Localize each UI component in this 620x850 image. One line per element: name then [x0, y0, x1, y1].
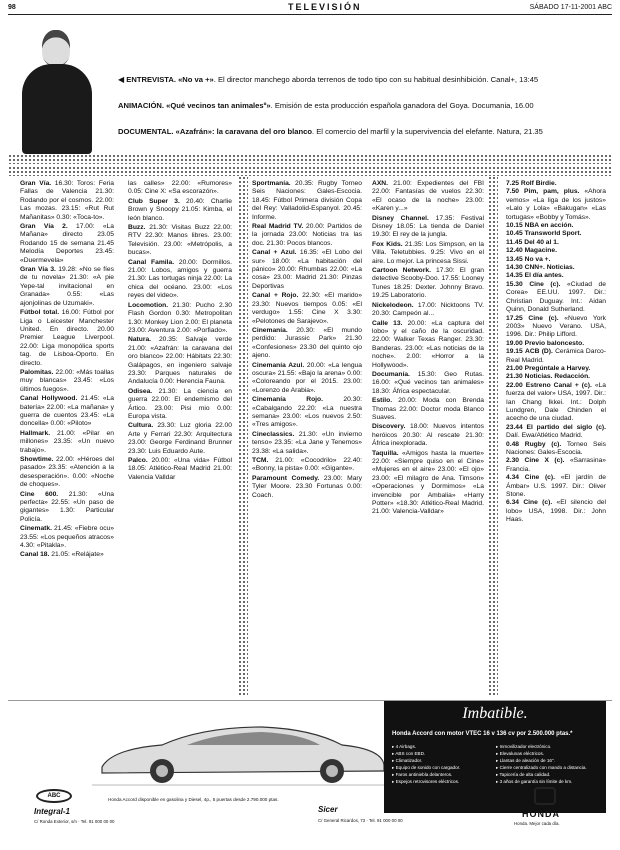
- features-list-left: [392, 743, 460, 785]
- listing-entry: Gran Vía 3. 19.28: «No se fíes de tu novela» 21.30: «A pie Yepe-tal invitacional en Granada» 0.55: «Las ajonjolinas de Uzumaki».: [20, 266, 114, 307]
- dealer-name: Integral-1: [34, 807, 71, 816]
- schedule-item: 19.15 ACB (D). Cerámica Darco-Real Madrid.: [506, 348, 606, 364]
- schedule-item: 4.34 Cine (c). «El jardín de Ámbar» U.S. 1997. Dir.: Oliver Stone.: [506, 474, 606, 499]
- listing-entry: Canal Hollywood. 21.45: «La batería» 22.00: «La mañana» y guerra de cuentos 23.45: «La doncella» 0.00: «Piloto»: [20, 395, 115, 428]
- listing-entry: Discovery. 18.00: Nuevos intentos heróicos 20.30: Al rescate 21.30: África inexplorada.: [372, 423, 484, 448]
- arrow-left-icon: ◀: [118, 75, 125, 84]
- listing-entry: Palco. 20.00: «Una vida» Fútbol 18.05: Atlético-Real Madrid 21.00: Valencia Valldar: [128, 457, 232, 481]
- listing-entry: Cartoon Network. 17.30: El gran detective Scooby-Doo. 17.55: Looney Tunes 18.25: Dexter. Johnny Bravo. 19.25 Laboratorio.: [372, 267, 485, 300]
- feature-item: ▸ Cierre centralizado con mando a distancia.: [496, 764, 587, 771]
- feature-item: ▸ Inmovilizador electrónico.: [496, 743, 587, 750]
- feature-item: ▸ Climatizador.: [392, 757, 460, 764]
- schedule-item: 12.40 Magacine.: [506, 247, 557, 255]
- schedule-item: 17.25 Cine (c). «Nuevo York 2003» Nuevo Verano. USA, 1996. Dir.: Philip Lifford.: [506, 314, 606, 339]
- feature-item: ▸ Llantas de aleación de 16".: [496, 757, 587, 764]
- promo-title: «Qué vecinos tan animalesº»: [166, 101, 271, 110]
- listing-entry: Natura. 20.35: Salvaje verde 21.00: «Azafrán: la caravana del oro blanco» 22.00: Hábitats 22.30: Galápagos, en ingeniero salvaje 23.30: Parques naturales de Andalucía 0.00: Herencia Fauna.: [128, 336, 232, 386]
- promo-kicker: ANIMACIÓN.: [118, 101, 164, 110]
- listing-entry: Documanía. 15.30: Geo Rutas. 16.00: «Qué vecinos tan animales» 18.30: África espectacular.: [372, 370, 484, 395]
- schedule-item: 6.34 Cine (c). «El silencio del lobo» USA, 1998. Dir.: John Haas.: [506, 499, 607, 524]
- interview-photo: [18, 26, 88, 154]
- feature-item: ▸ Faros antiniebla delanteros.: [392, 771, 460, 778]
- ad-tagline: Imbatible.: [462, 705, 528, 722]
- listing-entry: Canal Famila. 20.00: Dormillos. 21.00: Lobos, amigos y guerra 21.30: Las tortugas ninja 22.00: La chica del océano. 23.00: «Los reyes del video».: [128, 258, 232, 300]
- feature-item: ▸ ABS con EBD.: [392, 750, 460, 757]
- feature-item: ▸ 4 Airbags.: [392, 743, 460, 750]
- listing-entry: Canal + Azul. 16.35: «El Lobo del sur» 18.00: «La habitación del pánico» 20.00: Rhumbas 22.00: «La cosa» 23.00: Madrid 21.30: Pinzas Deportivas: [252, 249, 362, 290]
- listing-entry: Cinemanía. 20.30: «El mundo perdido: Jurassic Park» 21.30 «Confesiones» 23.30 del quinto ojo ajeno.: [252, 326, 362, 360]
- schedule-item: 13.45 No va +.: [506, 255, 551, 263]
- promo-animation: [118, 100, 598, 111]
- listing-entry: Showtime. 22.00: «Héroes del pasado» 23.35: «Atención a la desesperación». 0.00: «Noche de choques».: [20, 456, 114, 489]
- listings-column-4: [372, 180, 484, 518]
- schedule-item: 7.50 Pim, pam, plus. «Ahora vemos» «La liga de los justos» «Lalo y Lola» «Bakugan» «Las tortugas» «Bobby y Tomás».: [506, 188, 606, 221]
- feature-item: ▸ Tapicería de alta calidad.: [496, 771, 587, 778]
- schedule-item: 22.00 Estreno Canal + (c). «La fuerza del valor» USA, 1997. Dir.: Ian Chang Ikkei. Int.: Dolph Lundgren, Dale Chinden el acecho de una ciudad.: [506, 381, 606, 423]
- listing-entry: Taquilla. «Amigos hasta la muerte» 22.00: «Siempre quiso en el Cine» «Mujeres en el aire» 23.00: «El ojo» 23.00: «El milagro de Ana. Timson» «Operaciones y Dormimos» «La invencible por Ambalia» «Harry Potter» «18.30: Atlético-Real Madrid. 21.00: Valencia-Valldar»: [372, 449, 484, 516]
- schedule-item: 15.30 Cine (c). «Ciudad de Corea» EE.UU. 1997. Dir.: Christian Duguay. Int.: Aidan Quinn, Donald Sutherland.: [506, 280, 606, 314]
- dealer-address: C/ General Ricardos, 73 · Tel. 91 000 00 00: [318, 818, 403, 823]
- page-number: 98: [8, 4, 16, 11]
- listing-entry: Calle 13. 20.00: «La captura del lobo» y el caño de la oscuridad. 22.00: Walker Texas Ranger. 23.30: Banderas. 23.00: «Las noticias de la noche». 2.00: «Horror a la Hollywood».: [372, 319, 485, 369]
- page-header: [8, 3, 612, 15]
- promo-title: «Azafrán»: la caravana del oro blanco: [175, 127, 312, 136]
- schedule-item: 14.30 CNN+. Noticias.: [506, 264, 575, 272]
- listing-entry: Cultura. 23.30: Luz gloria 22.00 Arte y Ferrari 22.30: Arquitectura 23.00: George Ferdinand Brunner 23.30: Luis Eduardo Aute.: [128, 422, 232, 455]
- offer-panel: [384, 701, 606, 813]
- schedule-item: 23.44 El partido del siglo (c). Dalí. Ewa/Atlético Madrid.: [506, 423, 606, 440]
- promo-title: «No va +»: [178, 75, 214, 84]
- dotted-divider: [8, 154, 612, 164]
- promo-body: . Emisión de esta producción española ganadora del Goya. Documania, 16.00: [270, 101, 534, 110]
- schedule-item: 21.00 Pregúntale a Harvey.: [506, 364, 591, 372]
- feature-item: ▸ 3 años de garantía sin límite de km.: [496, 778, 587, 785]
- schedule-item: 10.45 Transworld Sport.: [506, 230, 582, 238]
- listing-entry: Odisea. 21.30: La ciencia en guerra 22.00: El endemismo del Ártico. 23.00: Pisi mio 0.00: Europa vista.: [128, 387, 232, 420]
- listing-entry: Fox Kids. 21.35: Los Simpson, en la Villa. Teletubbies. 9.25: Vivo en el aire. Lo mejor. La princesa Sissi.: [372, 240, 485, 265]
- section-title: TELEVISIÓN: [288, 2, 362, 12]
- listings-column-3: [252, 180, 362, 501]
- listing-entry: Club Super 3. 20.40: Charlie Brown y Snoopy 21.05: Kimba, el león blanco.: [128, 197, 233, 222]
- listing-entry: Estilo. 20.00: Moda con Brenda Thomas 22.00: Doctor moda Blanco Suaves.: [372, 397, 484, 421]
- schedule-item: 7.25 Rolf Birdie.: [506, 180, 557, 187]
- listing-entry: Nickelodeon. 17.00: Nicktoons TV. 20.30: Campeón al...: [372, 301, 484, 318]
- schedule-item: 21.30 Noticias. Redacción.: [506, 373, 591, 381]
- brand-slogan: Honda. Mejor cada día.: [514, 821, 560, 826]
- honda-advertisement: [8, 700, 612, 828]
- listing-entry: Gran Vía 2. 17.00: «La Mañana» directo 23.05 Rodando 15 de semana 21.45 Melodía Deportes 23.45: «Duermevela»: [20, 223, 114, 264]
- schedule-item: 11.45 Del 40 al 1.: [506, 238, 559, 246]
- listing-entry: Canal + Rojo. 22.30: «El marido» 23.30: Nuevos tiempos 0.05: «El verdugo» 1.55: Cine X 3.30: «Pelotones de Sarajevo».: [252, 292, 362, 325]
- schedule-item: 2.30 Cine X (c). «Sarrasina» Francia.: [506, 457, 607, 473]
- features-list-right: [496, 743, 587, 785]
- listing-entry: Hallmark. 21.00: «Pilar en millones» 23.35: «Un nuevo trabajo».: [20, 429, 114, 454]
- promo-kicker: ENTREVISTA.: [126, 75, 176, 84]
- listing-entry: Locomotion. 21.30: Pucho 2.30 Flash Gordon 0.30: Metropolitan 1.30: Monkey Lion 2.00: El planeta 23.00: Aventura 2.00: «Porfiado».: [128, 301, 232, 334]
- canal-plus-schedule: [506, 180, 606, 525]
- promo-documentary: [118, 126, 598, 137]
- issue-date: SÁBADO 17-11-2001 ABC: [529, 4, 612, 11]
- dotted-divider: [238, 176, 248, 696]
- dealer-logo: ABC: [36, 789, 72, 803]
- dealer-name: Sicer: [318, 805, 338, 814]
- listing-entry: Gran Vía. 16.30: Toros: Feria Fallas de Valencia 21.30: Rodando por el cosmos. 22.00: Las mozas. 23.15: «Rut Rut Mañanitas» 0.30: «Toca-to».: [20, 180, 114, 221]
- dotted-divider: [8, 166, 612, 176]
- listings-column-1: [20, 180, 114, 561]
- feature-item: ▸ Espejos retrovisores eléctricos.: [392, 778, 460, 785]
- listing-entry: TCM. 21.00: «Cocodrilo» 22.40: «Bonny, la pista» 0.00: «Gigante».: [252, 457, 362, 473]
- schedule-item: 19.00 Previo baloncesto.: [506, 339, 585, 347]
- listing-entry: Real Madrid TV. 20.00: Partidos de la jornada 23.00: Noticias tra las doc. 21.30: Pocos blancos.: [252, 223, 362, 247]
- listing-entry: Canal 18. 21.05: «Relájate»: [20, 551, 104, 559]
- listing-entry: AXN. 21.00: Expedientes del FBI 22.00: Fantasías de vuelos 22.30: «El ocaso de la noche» 23.00: «Karen y...»: [372, 180, 484, 213]
- listing-entry: Cineclassics. 21.30: «Un invierno tenso» 23.35: «La Jane y Tenemos» 23.38: «La salida».: [252, 430, 362, 455]
- listing-entry: Fútbol total. 16.00: Fútbol por Liga o Leicester Manchester United. En directo. 20.00 Premier League Liverpool. 22.00: Liga monopólica sports tag. de Lisboa-Oporto. En directo.: [20, 309, 114, 367]
- listings-column-2: [128, 180, 232, 483]
- car-image: [92, 709, 392, 789]
- listing-entry: Disney Channel. 17.35: Festival Disney 18.05: La tienda de Daniel 19.30: El rey de la jungla.: [372, 214, 484, 239]
- listing-entry: Buzz. 21.30: Visitas Buzz 22.00: RTV 22.30: Manos libres. 23.00: Televisión. 23.00: «Metrópolis, a bucas».: [128, 224, 232, 257]
- listing-entry: las calles» 22.00: «Rumores» 0.05: Cine X: «Sa escorazón».: [128, 180, 232, 196]
- promo-kicker: DOCUMENTAL.: [118, 127, 174, 136]
- feature-item: ▸ Equipo de sonido con cargador.: [392, 764, 460, 771]
- dealer-address: C/ Ronda Exterior, s/n · Tel. 91 000 00 00: [34, 819, 115, 824]
- honda-logo-icon: H: [534, 787, 556, 805]
- promo-body: . El director manchego aborda terrenos de todo tipo con su habitual desinhibición. Canal+, 13:45: [213, 75, 539, 84]
- promo-interview: [118, 74, 598, 85]
- listing-entry: Cinemanía Azul. 20.00: «La lengua oscura» 21.55: «Bajo la arena» 0.00: «Coloreando por el 2015. 23.00: «Lorenzo de Arabia».: [252, 361, 362, 394]
- listing-entry: Cinemanía Rojo. 20.30: «Cabalgando 22.20: «La nuestra semana» 23.00: «Los nuevos 2.50: «Tres amigos».: [252, 396, 362, 429]
- ad-footnote: Honda Accord disponible en gasolina y Diesel, 4p., 5 puertas desde 2.790.000 ptas.: [108, 797, 279, 802]
- ad-headline: Honda Accord con motor VTEC 16 v 136 cv por 2.500.000 ptas.*: [392, 731, 573, 737]
- brand-name: HONDA: [522, 809, 560, 819]
- listing-entry: Paramount Comedy. 23.00: Mary Tyler Moore. 23.30 Fortunas 0.00: Coach.: [252, 474, 362, 499]
- dotted-divider: [488, 176, 498, 696]
- listing-entry: Sportmanía. 20.35: Rugby Torneo Seis Naciones: Gales-Escocia. 18.45: Fútbol Primera división Copa del Rey: Valladolid-Espanyol. 20.45: Informe.: [252, 180, 362, 221]
- listing-entry: Cine 600. 21.30: «Una perfecta» 22.55: «Un paso de gigantes» 1.30: Particular Policía.: [20, 490, 115, 523]
- schedule-item: 10.15 NBA en acción.: [506, 222, 574, 230]
- schedule-item: 0.48 Rugby (c). Torneo Seis Naciones: Gales-Escocia.: [506, 440, 606, 456]
- feature-item: ▸ Elevalunas eléctricos.: [496, 750, 587, 757]
- listing-entry: Palomitas. 22.00: «Más toallas muy blancas» 23.45: «Los últimos fuegos».: [20, 368, 114, 393]
- listing-entry: Cinematk. 21.45: «Fiebre ocu» 23.55: «Los pequeños atracos» 4.30: «Pitakla».: [20, 525, 114, 550]
- promo-body: . El comercio del marfil y la supervivencia del elefante. Natura, 21.35: [312, 127, 543, 136]
- schedule-item: 14.35 El día antes.: [506, 272, 564, 280]
